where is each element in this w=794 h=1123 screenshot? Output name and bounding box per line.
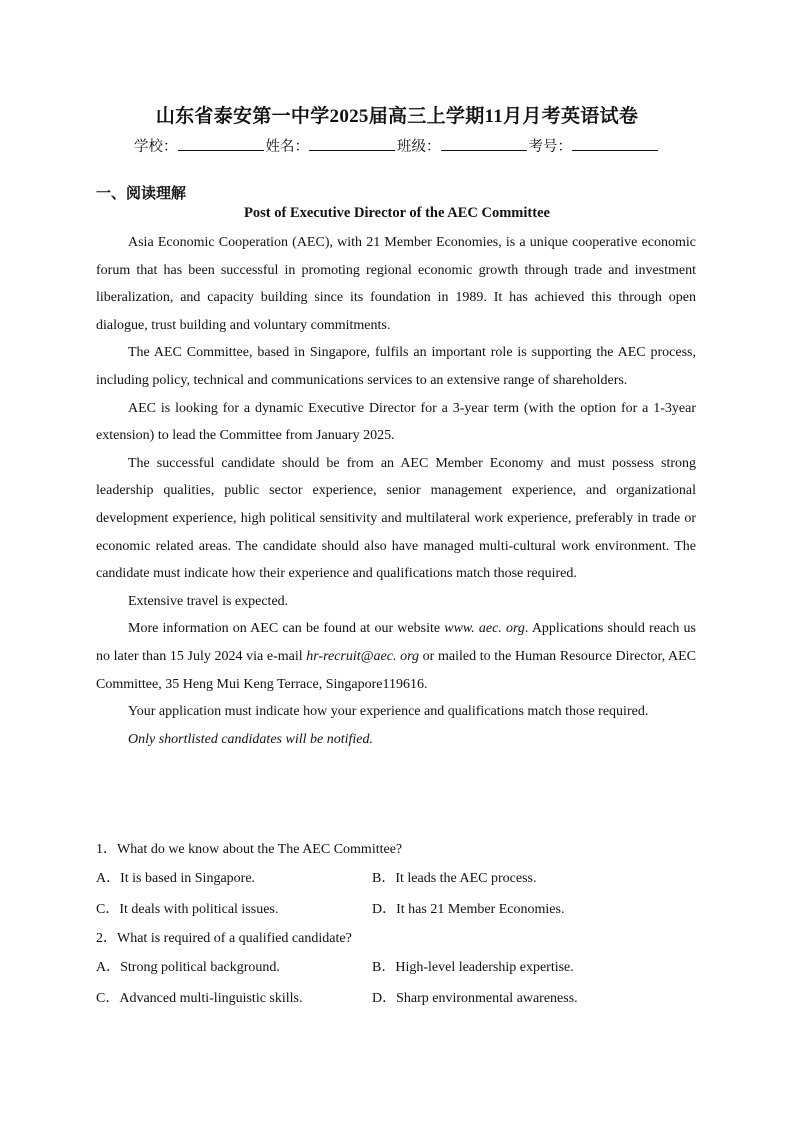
option-row — [96, 983, 696, 1014]
option-a[interactable]: A．Strong political background. — [96, 960, 280, 975]
school-field — [134, 135, 266, 156]
passage-paragraph-8: Only shortlisted candidates will be notified. — [128, 731, 373, 747]
option-row — [96, 952, 696, 983]
passage-paragraph-4: The successful candidate should be from an AEC Member Economy and must possess strong leadership qualities, public sector experience, senior management experience, and organizational development experience, high political sensitivity and multilateral work experience, preferably in trade or economic related areas. The candidate should also have managed multi-cultural work environment. The candidate must indicate how their experience and qualifications match those required. — [96, 455, 696, 582]
school-blank[interactable] — [178, 138, 264, 151]
option-d[interactable]: D．It has 21 Member Economies. — [372, 902, 565, 917]
option-c[interactable]: C．Advanced multi-linguistic skills. — [96, 991, 303, 1006]
question-2 — [96, 925, 696, 1014]
passage-paragraph-3: AEC is looking for a dynamic Executive Director for a 3-year term (with the option for a 1-3year extension) to lead the Committee from January 2025. — [96, 400, 696, 444]
reading-passage — [96, 229, 696, 753]
option-b[interactable]: B．It leads the AEC process. — [372, 871, 537, 886]
exam-number-field — [529, 135, 661, 156]
class-field — [397, 135, 529, 156]
exam-number-label: 考号： — [528, 139, 572, 155]
option-d[interactable]: D．Sharp environmental awareness. — [372, 991, 578, 1006]
p6-text-c: or mailed to the Human Resource Director, AEC Committee, 35 Heng Mui Keng Terrace, Singapore119616. — [96, 648, 696, 692]
passage-paragraph-7: Your application must indicate how your experience and qualifications match those required. — [128, 704, 649, 720]
name-blank[interactable] — [309, 138, 395, 151]
question-stem: 2．What is required of a qualified candidate? — [96, 931, 352, 946]
passage-title: Post of Executive Director of the AEC Committee — [244, 205, 550, 221]
class-blank[interactable] — [441, 138, 527, 151]
class-label: 班级： — [397, 139, 441, 155]
email-text: hr-recruit@aec. org — [306, 648, 420, 664]
p6-text-a: More information on AEC can be found at our website — [128, 621, 445, 637]
name-field — [266, 135, 398, 156]
option-a[interactable]: A．It is based in Singapore. — [96, 871, 256, 886]
passage-paragraph-2: The AEC Committee, based in Singapore, fulfils an important role is supporting the AEC process, including policy, technical and communications services to an extensive range of shareholders. — [96, 345, 696, 388]
section-title: 一、阅读理解 — [96, 186, 187, 202]
option-c[interactable]: C．It deals with political issues. — [96, 902, 279, 917]
question-1 — [96, 836, 696, 925]
student-info-line — [0, 135, 794, 156]
passage-paragraph-1: Asia Economic Cooperation (AEC), with 21 Member Economies, is a unique cooperative economic forum that has been successful in promoting regional economic growth through trade and investment liberalization, and capacity building since its foundation in 1989. It has achieved this through open dialogue, trust building and voluntary commitments. — [96, 235, 696, 333]
option-row — [96, 894, 696, 925]
option-row — [96, 863, 696, 894]
exam-number-blank[interactable] — [572, 138, 658, 151]
school-label: 学校： — [134, 139, 178, 155]
questions-block — [96, 836, 696, 1014]
exam-title: 山东省泰安第一中学2025届高三上学期11月月考英语试卷 — [155, 106, 639, 127]
p6-text-b: . Applications should reach us no later than 15 July 2024 via e-mail — [96, 621, 696, 664]
question-stem: 1．What do we know about the The AEC Committee? — [96, 842, 403, 857]
website-text: www. aec. org — [444, 621, 525, 637]
passage-paragraph-6 — [96, 615, 696, 698]
option-b[interactable]: B．High-level leadership expertise. — [372, 960, 574, 975]
name-label: 姓名： — [265, 139, 309, 155]
passage-paragraph-5: Extensive travel is expected. — [128, 593, 289, 609]
